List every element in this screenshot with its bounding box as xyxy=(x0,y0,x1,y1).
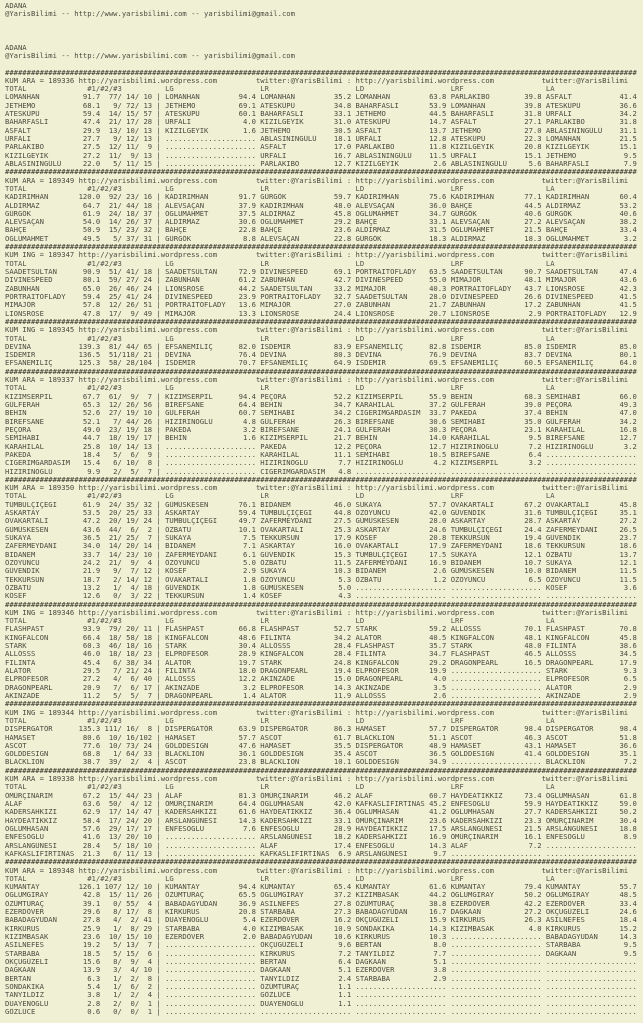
section-separator: ################################################################################################################################################## xyxy=(5,168,637,177)
column-header: TOTAL #1/#2/#3 LG LR LD LRF LA xyxy=(5,783,555,792)
horse-stats-row: PAKEDA 18.4 5/ 6/ 9 | ..................... KARAHILAL 11.1 SEMIHABI 10.5 BIREFSANE 6.4 ..................... xyxy=(5,450,637,459)
horse-stats-row: GÜVENDIK 21.9 9/ 7/ 12 | KÖSEF 2.9 SUKAYA 10.3 BIDANEM 2.6 GÜMÜSKESEN 10.0 BIDANEM 11.5 xyxy=(5,567,637,576)
horse-stats-row: GOLDDESIGN 68.8 1/ 64/ 33 | BLACKLION 36.1 GOLDDESIGN 35.4 ASCOT 36.5 GOLDDESIGN 41.4 GOLDDESIGN 35.1 xyxy=(5,750,637,759)
horse-stats-row: ASILNEFES 19.2 5/ 13/ 7 | ..................... OKÇUGÜZELI 9.6 BERTAN 8.0 ..................... STARBABA 9.5 xyxy=(5,941,637,950)
horse-stats-row: STARBABA 18.5 5/ 15/ 6 | ..................... KIRKURUS 7.2 TANYILDIZ 7.7 ..................... DAGKAAN 9.5 xyxy=(5,949,637,958)
horse-stats-row: KIZILGEYIK 27.2 11/ 9/ 13 | ..................... URFALI 16.7 ABLASININGÜLÜ 11.5 URFALI 15.1 JETHEMO 9.5 xyxy=(5,151,637,160)
horse-stats-row: KUMANTAY 126.1 107/ 12/ 10 | KUMANTAY 94.4 KUMANTAY 65.4 KUMANTAY 61.6 KUMANTAY 79.4 KUMANTAY 55.7 xyxy=(5,883,637,892)
horse-stats-row: BEHIN 52.6 27/ 19/ 10 | GÜLFERAH 60.7 SEMIHABI 34.2 CIGERIMGARDASIM 33.7 PAKEDA 37.4 BEHIN 47.0 xyxy=(5,409,637,418)
horse-stats-row: FLASHPAST 93.9 79/ 20/ 11 | FLASHPAST 66.8 FLASHPAST 52.7 STARK 59.2 ALLÖSSS 70.1 FLASHPAST 70.8 xyxy=(5,625,637,634)
horse-stats-row: KAFKASLIFIRTINAS 21.3 6/ 11/ 13 | ..................... KAFKASLIFIRTINAS 6.9 ARSLANGÜNESI 9.7 ..................... ..................... xyxy=(5,849,637,858)
horse-stats-row: SAADETSULTAN 90.9 51/ 41/ 18 | SAADETSULTAN 72.9 DIVINESPEED 69.1 PORTRAITOFLADY 63.5 SAADETSULTAN 90.7 SAADETSULTAN 47.4 xyxy=(5,268,637,276)
horse-stats-row: ALEVSAÇAN 54.0 14/ 26/ 37 | ALDIRMAZ 30.6 OGLUMAHMET 29.2 BAHÇE 33.1 ALEVSAÇAN 27.2 ALEVSAÇAN 38.2 xyxy=(5,218,637,227)
section-header: KUM ARA = 189336 http://yarisbilimi.wordpress.com twitter:@YarisBilimi : http://yarisbilimi.wordpress.com twitter:@YarisBilimi xyxy=(5,76,629,85)
horse-stats-row: OGLUMAHMET 49.5 5/ 37/ 31 | GÜRGÖK 8.8 ALEVSAÇAN 22.8 GÜRGÖK 18.3 ALDIRMAZ 18.3 OGLUMAHMET 3.2 xyxy=(5,234,637,243)
race-sections xyxy=(5,69,643,1017)
column-header: TOTAL #1/#2/#3 LG LR LD LRF LA xyxy=(5,492,555,501)
horse-stats-row: ELPROFESOR 27.2 4/ 6/ 40 | ALLÖSSS 12.2 AKINZADE 15.0 DRAGONPEARL 4.0 ..................... ELPROFESOR 6.5 xyxy=(5,675,637,684)
horse-stats-row: ABLASININGÜLÜ 22.0 5/ 11/ 15 | ..................... PARLAKIBO 12.7 KIZILGEYIK 2.6 ABLASININGÜLÜ 5.6 BAHARFASLI 7.9 xyxy=(5,159,637,168)
horse-stats-row: BABADAGYUDAN 27.8 4/ 2/ 41 | DUAYENOGLU 5.4 EZERDÖVER 16.2 OKÇUGÜZELI 15.9 KIRKURUS 26.3 ASILNEFES 18.4 xyxy=(5,916,637,925)
horse-stats-row: KIZIMSERPIL 67.7 61/ 9/ 7 | KIZIMSERPIL 94.4 PEÇORA 52.2 KIZIMSERPIL 55.9 BEHIN 68.3 SEMIHABI 66.0 xyxy=(5,392,637,401)
horse-stats-row: OGLUMHASAN 57.6 29/ 17/ 17 | ENFESOGLU 7.6 ENFESOGLU 28.9 HAYDEATIKKIZ 17.5 ARSLANGÜNESI 21.5 ARSLANGÜNESI 18.8 xyxy=(5,824,637,833)
horse-stats-row: KÖSEF 12.6 0/ 3/ 22 | TEKKURSUN 1.4 KÖSEF 4.3 ..................... ..................... ..................... xyxy=(5,592,637,601)
column-header: TOTAL #1/#2/#3 LG LR LD LRF LA xyxy=(5,874,555,883)
section-separator: ################################################################################################################################################## xyxy=(5,700,637,709)
horse-stats-row: GÜMÜSKESEN 43.6 44/ 6/ 2 | ÖZBATU 10.1 OVAKARTALI 25.3 ASKARTAY 24.6 TUMBULÇIÇEGI 24.4 ZAFERMEYDANI 26.5 xyxy=(5,525,637,534)
section-header: KUM ING = 189347 http://yarisbilimi.wordpress.com twitter:@YarisBilimi : http://yarisbilimi.wordpress.com twitter:@YarisBilimi xyxy=(5,251,629,260)
horse-stats-row: ZABUNHAN 65.0 26/ 46/ 24 | LIONSROSE 44.2 SAADETSULTAN 33.2 MIMAJÖR 40.3 PORTRAITOFLADY 43.7 LIONSROSE 42.3 xyxy=(5,284,637,293)
horse-stats-row: ALDIRMAZ 64.7 21/ 44/ 18 | ALEVSAÇAN 37.9 KADIRIMHAN 48.0 ALEVSAÇAN 36.0 BAHÇE 44.5 ALDIRMAZ 53.2 xyxy=(5,201,637,210)
horse-stats-row: ÖMÜRÇINARIM 67.2 15/ 44/ 23 | ALAF 81.3 ÖMÜRÇINARIM 46.2 ALAF 60.7 HAYDEATIKKIZ 73.4 OGLUMHASAN 61.8 xyxy=(5,791,637,800)
horse-stats-row: ARSLANGÜNESI 28.4 5/ 18/ 10 | ..................... ALAF 17.4 ENFESOGLU 14.3 ALAF 7.2 ..................... xyxy=(5,841,637,850)
horse-stats-row: SONDAKIKA 5.4 1/ 6/ 2 | ..................... ÖZÜMTURAÇ 1.1 ..................... ..................... ..................... xyxy=(5,982,637,991)
section-header: KUM ING = 189346 http://yarisbilimi.wordpress.com twitter:@YarisBilimi : http://yarisbilimi.wordpress.com twitter:@YarisBilimi xyxy=(5,608,629,617)
horse-stats-row: GÜLFERAH 65.3 12/ 26/ 56 | BIREFSANE 64.4 BEHIN 34.7 KARAHILAL 37.2 GÜLFERAH 39.0 PEÇORA 49.3 xyxy=(5,401,637,409)
horse-stats-row: ÖZBATU 13.2 1/ 4/ 18 | GÜVENDIK 1.8 GÜMÜSKESEN 5.0 ..................... ..................... KÖSEF 3.6 xyxy=(5,583,637,592)
horse-stats-row: DEVINA 139.3 81/ 44/ 65 | EFSANEMILIÇ 82.0 ISDEMIR 83.9 EFSANEMILIÇ 82.8 ISDEMIR 85.0 ISDEMIR 85.0 xyxy=(5,342,637,351)
column-header: TOTAL #1/#2/#3 LG LR LD LRF LA xyxy=(5,334,555,343)
horse-stats-row: EZERDÖVER 29.6 8/ 17/ 8 | KIRKURUS 20.8 STARBABA 27.3 BABADAGYUDAN 16.7 DAGKAAN 27.2 OKÇUGÜZELI 24.6 xyxy=(5,908,637,917)
horse-stats-row: OKÇUGÜZELI 15.6 8/ 9/ 4 | ..................... BERTAN 6.4 DAGKAAN 5.1 ..................... ..................... xyxy=(5,957,637,966)
section-header: KUM ING = 189345 http://yarisbilimi.wordpress.com twitter:@YarisBilimi : http://yarisbilimi.wordpress.com twitter:@YarisBilimi xyxy=(5,326,629,335)
section-header: KUM ARA = 189349 http://yarisbilimi.wordpress.com twitter:@YarisBilimi : http://yarisbilimi.wordpress.com twitter:@YarisBilimi xyxy=(5,176,629,185)
horse-stats-row: KINGFALCON 66.4 18/ 58/ 18 | KINGFALCON 48.6 FILINTA 34.2 ALATOR 40.5 KINGFALCON 48.1 KINGFALCON 45.8 xyxy=(5,633,637,642)
section-header: KUM ARA = 189338 http://yarisbilimi.wordpress.com twitter:@YarisBilimi : http://yarisbilimi.wordpress.com twitter:@YarisBilimi xyxy=(5,775,629,784)
horse-stats-row: LIONSROSE 47.8 17/ 9/ 49 | MIMAJÖR 13.3 LIONSROSE 24.4 LIONSROSE 20.7 LIONSROSE 2.9 PORTRAITOFLADY 12.9 xyxy=(5,309,637,318)
column-header: TOTAL #1/#2/#3 LG LR LD LRF LA xyxy=(5,716,555,725)
column-header: TOTAL #1/#2/#3 LG LR LD LRF LA xyxy=(5,384,555,393)
section-header: KUM ARA = 189348 http://yarisbilimi.wordpress.com twitter:@YarisBilimi : http://yarisbilimi.wordpress.com twitter:@YarisBilimi xyxy=(5,866,629,875)
horse-stats-row: ÖZOYUNCU 24.2 21/ 9/ 4 | ÖZOYUNCU 5.0 ÖZBATU 11.5 ZAFERMEYDANI 16.9 BIDANEM 10.7 SUKAYA 12.1 xyxy=(5,558,637,567)
horse-stats-row: FILINTA 45.4 6/ 38/ 34 | ALATOR 19.7 STARK 24.8 KINGFALCON 29.2 DRAGONPEARL 16.5 DRAGONPEARL 17.9 xyxy=(5,658,637,667)
section-separator: ################################################################################################################################################## xyxy=(5,243,637,252)
horse-stats-row: BIREFSANE 52.1 7/ 44/ 26 | HIZIRINOGLU 4.8 GÜLFERAH 26.3 BIREFSANE 30.6 SEMIHABI 35.0 GÜLFERAH 34.2 xyxy=(5,417,637,426)
horse-stats-row: ASKARTAY 53.5 20/ 25/ 33 | ASKARTAY 59.4 TUMBULÇIÇEGI 44.8 ÖZOYUNCU 42.0 GÜVENDIK 31.6 TUMBULÇIÇEGI 35.1 xyxy=(5,509,637,518)
horse-stats-row: BAHÇE 50.9 15/ 23/ 32 | BAHÇE 22.8 BAHÇE 23.6 ALDIRMAZ 31.5 OGLUMAHMET 21.5 BAHÇE 33.4 xyxy=(5,226,637,235)
horse-stats-row: DRAGONPEARL 20.9 7/ 6/ 17 | AKINZADE 3.2 ELPROFESOR 14.3 AKINZADE 3.5 ..................... ALATOR 2.9 xyxy=(5,683,637,692)
city-header: ADANA xyxy=(5,43,27,52)
horse-stats-row: HAYDEATIKKIZ 58.4 17/ 24/ 20 | ARSLANGÜNESI 14.3 KADERSAHKIZI 33.1 ÖMÜRÇINARIM 23.6 KADERSAHKIZI 23.3 ÖMÜRÇINARIM 30.4 xyxy=(5,816,637,825)
horse-stats-row: HAMASET 80.6 10/ 16/102 | HAMASET 57.7 ASCOT 61.7 BLACKLION 51.1 ASCOT 46.3 ASCOT 51.8 xyxy=(5,733,637,742)
horse-stats-row: HIZIRINOGLU 9.9 2/ 5/ 7 | ..................... CIGERIMGARDASIM 4.8 ..................... ..................... ..................... xyxy=(5,467,637,476)
horse-stats-row: ISDEMIR 136.5 51/118/ 21 | DEVINA 76.4 DEVINA 80.3 DEVINA 76.9 DEVINA 83.7 DEVINA 80.1 xyxy=(5,351,637,360)
horse-stats-row: KADERSAHKIZI 62.9 17/ 14/ 47 | KADERSAHKIZI 61.6 HAYDEATIKKIZ 36.4 OGLUMHASAN 41.2 OGLUMHASAN 27.7 KADERSAHKIZI 50.2 xyxy=(5,808,637,817)
horse-stats-row: ATESKÜPÜ 59.4 14/ 15/ 57 | ATESKÜPÜ 60.1 BAHARFASLI 33.1 JETHEMO 44.5 BAHARFASLI 31.8 URFALI 34.2 xyxy=(5,110,637,119)
column-header: TOTAL #1/#2/#3 LG LR LD LRF LA xyxy=(5,184,555,193)
column-header: TOTAL #1/#2/#3 LG LR LD LRF LA xyxy=(5,85,555,94)
horse-stats-row: ALAF 63.6 50/ 4/ 12 | ÖMÜRÇINARIM 64.4 OGLUMHASAN 42.0 KAFKASLIFIRTINAS 45.2 ENFESOGLU 59.9 HAYDEATIKKIZ 59.0 xyxy=(5,800,637,808)
horse-stats-row: PORTRAITOFLADY 59.4 25/ 41/ 24 | DIVINESPEED 23.9 PORTRAITOFLADY 32.7 SAADETSULTAN 28.0 DIVINESPEED 26.6 DIVINESPEED 41.5 xyxy=(5,292,637,301)
horse-stats-row: CIGERIMGARDASIM 15.4 6/ 10/ 8 | ..................... HIZIRINOGLU 7.7 HIZIRINOGLU 4.2 KIZIMSERPIL 3.2 ..................... xyxy=(5,459,637,468)
horse-stats-row: TUMBULÇIÇEGI 61.9 24/ 35/ 32 | GÜMÜSKESEN 76.1 BIDANEM 46.0 SUKAYA 57.7 OVAKARTALI 67.2 OVAKARTALI 45.8 xyxy=(5,500,637,509)
horse-stats-row: GÜRGÖK 61.9 24/ 18/ 37 | OGLUMAHMET 37.5 ALDIRMAZ 45.8 OGLUMAHMET 34.7 GÜRGÖK 40.6 GÜRGÖK 40.6 xyxy=(5,209,637,218)
horse-stats-row: ALLÖSSS 46.0 18/ 18/ 23 | ELPROFESOR 28.9 KINGFALCON 28.4 FILINTA 34.7 FLASHPAST 46.5 ALLÖSSS 34.5 xyxy=(5,650,637,659)
contact-line: @YarisBilimi -- http://www.yarisbilimi.com -- yarisbilimi@gmail.com xyxy=(5,10,295,19)
section-header: KUM ARA = 189337 http://yarisbilimi.wordpress.com twitter:@YarisBilimi : http://yarisbilimi.wordpress.com twitter:@YarisBilimi xyxy=(5,376,629,385)
horse-stats-row: KIRKURUS 25.9 1/ 8/ 29 | STARBABA 4.0 KIZIMBASAK 10.9 SONDAKIKA 14.3 KIZIMBASAK 4.0 KIRKURUS 15.2 xyxy=(5,924,637,933)
horse-stats-row: ASCOT 77.6 10/ 73/ 24 | GOLDDESIGN 47.6 HAMASET 35.5 DISPERGATÖR 48.9 HAMASET 43.1 HAMASET 36.6 xyxy=(5,741,637,750)
horse-stats-row: ASFALT 29.9 13/ 10/ 13 | KIZILGEYIK 1.6 JETHEMO 30.5 ASFALT 13.7 JETHEMO 27.0 ABLASININGÜLÜ 31.1 xyxy=(5,126,637,135)
city-header: ADANA xyxy=(5,2,27,10)
horse-stats-row: PARLAKIBO 27.5 12/ 11/ 9 | ..................... ASFALT 17.0 PARLAKIBO 11.8 KIZILGEYIK 20.8 KIZILGEYIK 15.1 xyxy=(5,143,637,152)
horse-stats-row: TEKKURSUN 18.7 2/ 14/ 12 | OVAKARTALI 1.8 ÖZOYUNCU 5.3 ÖZBATU 1.2 ÖZOYUNCU 6.5 ÖZOYUNCU 11.5 xyxy=(5,575,637,584)
horse-stats-row: TANYILDIZ 3.8 1/ 2/ 4 | ..................... GÖZLÜCE 1.1 ..................... ..................... ..................... xyxy=(5,991,637,1000)
horse-stats-row: OVAKARTALI 47.2 20/ 19/ 24 | TUMBULÇIÇEGI 49.7 ZAFERMEYDANI 27.5 GÜMÜSKESEN 28.0 ASKARTAY 28.7 ASKARTAY 27.2 xyxy=(5,517,637,526)
blank-line xyxy=(5,35,643,43)
horse-stats-row: SEMIHABI 44.7 18/ 19/ 17 | BEHIN 1.6 KIZIMSERPIL 21.7 BEHIN 14.0 KARAHILAL 9.5 BIREFSANE 12.7 xyxy=(5,434,637,443)
horse-stats-row: ALATOR 29.5 7/ 21/ 24 | FILINTA 18.0 DRAGONPEARL 19.4 ELPROFESOR 19.9 ..................... STARK 9.3 xyxy=(5,667,637,675)
section-separator: ################################################################################################################################################## xyxy=(5,475,637,484)
horse-stats-row: STARK 60.3 46/ 18/ 16 | STARK 30.4 ALLÖSSS 28.4 FLASHPAST 35.7 STARK 48.0 FILINTA 38.6 xyxy=(5,642,637,651)
horse-stats-row: AKINZADE 11.2 5/ 5/ 7 | DRAGONPEARL 1.4 ALATOR 11.9 ALLÖSSS 2.6 ..................... AKINZADE 2.9 xyxy=(5,691,637,700)
horse-stats-row: SUKAYA 36.5 21/ 25/ 7 | SUKAYA 7.5 TEKKURSUN 17.9 KÖSEF 20.8 TEKKURSUN 19.4 GÜVENDIK 23.7 xyxy=(5,534,637,542)
column-header: TOTAL #1/#2/#3 LG LR LD LRF LA xyxy=(5,617,555,626)
section-header: KUM ARA = 189350 http://yarisbilimi.wordpress.com twitter:@YarisBilimi : http://yarisbilimi.wordpress.com twitter:@YarisBilimi xyxy=(5,484,629,493)
blank-line xyxy=(5,60,643,68)
horse-stats-row: ÖZÜMTURAÇ 39.1 0/ 55/ 4 | BABADAGYUDAN 36.9 ASILNEFES 27.8 ÖZÜMTURAÇ 38.8 EZERDÖVER 42.2 EZERDÖVER 33.4 xyxy=(5,899,637,908)
horse-stats-row: JETHEMO 68.1 9/ 72/ 13 | JETHEMO 69.1 ATESKÜPÜ 34.8 BAHARFASLI 53.9 LOMANHAN 39.8 ATESKÜPÜ 36.6 xyxy=(5,101,637,110)
contact-line: @YarisBilimi -- http://www.yarisbilimi.com -- yarisbilimi@gmail.com xyxy=(5,51,295,60)
horse-stats-row: BIDANEM 33.7 14/ 23/ 10 | ZAFERMEYDANI 6.1 GÜVENDIK 15.3 TUMBULÇIÇEGI 17.5 SUKAYA 12.1 ÖZBATU 13.7 xyxy=(5,550,637,559)
section-separator: ################################################################################################################################################## xyxy=(5,68,637,77)
section-separator: ################################################################################################################################################## xyxy=(5,858,637,867)
blank-line xyxy=(5,27,643,35)
horse-stats-row: ZAFERMEYDANI 34.0 14/ 20/ 14 | BIDANEM 7.1 ASKARTAY 16.0 OVAKARTALI 17.9 ZAFERMEYDANI 18.6 TEKKURSUN 18.6 xyxy=(5,542,637,551)
horse-stats-row: URFALI 27.7 9/ 12/ 13 | ..................... ABLASININGÜLÜ 18.1 URFALI 12.8 ATESKÜPÜ 22.3 LOMANHAN 21.5 xyxy=(5,135,637,143)
horse-stats-row: BAHARFASLI 47.4 21/ 17/ 28 | URFALI 4.0 KIZILGEYIK 31.0 ATESKÜPÜ 14.7 ASFALT 27.1 PARLAKIBO 31.8 xyxy=(5,118,637,127)
horse-stats-row: KADIRIMHAN 120.0 92/ 23/ 16 | KADIRIMHAN 91.7 GÜRGÖK 59.7 KADIRIMHAN 75.6 KADIRIMHAN 77.1 KADIRIMHAN 60.4 xyxy=(5,193,637,202)
horse-stats-row: PEÇORA 49.0 23/ 19/ 18 | PAKEDA 3.2 BIREFSANE 24.1 GÜLFERAH 30.3 PEÇORA 23.1 KARAHILAL 16.8 xyxy=(5,425,637,434)
section-separator: ################################################################################################################################################## xyxy=(5,367,637,376)
horse-stats-row: LOMANHAN 91.7 77/ 14/ 10 | LOMANHAN 94.4 LOMANHAN 35.2 LOMANHAN 63.8 PARLAKIBO 39.8 ASFALT 41.4 xyxy=(5,93,637,102)
horse-stats-row: BERTAN 6.3 1/ 2/ 8 | ..................... TANYILDIZ 2.4 STARBABA 2.9 ..................... ..................... xyxy=(5,974,637,983)
horse-stats-row: MIMAJÖR 57.8 12/ 26/ 51 | PORTRAITOFLADY 13.6 MIMAJÖR 27.0 ZABUNHAN 21.7 ZABUNHAN 17.2 ZABUNHAN 41.5 xyxy=(5,301,637,310)
horse-stats-row: EFSANEMILIÇ 125.3 58/ 28/104 | ISDEMIR 70.7 EFSANEMILIÇ 64.9 ISDEMIR 69.5 EFSANEMILIÇ 60.5 EFSANEMILIÇ 64.0 xyxy=(5,359,637,368)
horse-stats-row: DAGKAAN 13.9 3/ 4/ 10 | ..................... DAGKAAN 5.1 EZERDÖVER 3.8 ..................... ..................... xyxy=(5,966,637,975)
horse-stats-row: KIZIMBASAK 23.6 10/ 15/ 10 | EZERDÖVER 2.0 BABADAGYUDAN 10.6 KIRKURUS 10.3 ..................... BABADAGYUDAN 14.3 xyxy=(5,933,637,941)
section-separator: ################################################################################################################################################## xyxy=(5,317,637,326)
horse-stats-row: DIVINESPEED 80.1 59/ 27/ 24 | ZABUNHAN 61.2 ZABUNHAN 42.7 DIVINESPEED 55.0 MIMAJÖR 48.1 MIMAJÖR 43.6 xyxy=(5,276,637,285)
blank-line xyxy=(5,19,643,27)
horse-stats-row: DUAYENOGLU 2.8 2/ 0/ 1 | ..................... DUAYENOGLU 1.1 ..................... ..................... ..................... xyxy=(5,999,637,1008)
horse-stats-row: BLACKLION 38.7 39/ 2/ 4 | ASCOT 23.8 BLACKLION 10.1 GOLDDESIGN 34.9 ..................... BLACKLION 7.2 xyxy=(5,758,637,767)
section-separator: ################################################################################################################################################## xyxy=(5,600,637,609)
section-header: KUM ING = 189344 http://yarisbilimi.wordpress.com twitter:@YarisBilimi : http://yarisbilimi.wordpress.com twitter:@YarisBilimi xyxy=(5,708,629,717)
horse-stats-row: OGLUMGIRAY 42.8 15/ 11/ 26 | ÖZÜMTURAÇ 65.5 OGLUMGIRAY 37.2 KIZIMBASAK 44.2 OGLUMGIRAY 50.2 OGLUMGIRAY 48.5 xyxy=(5,891,637,900)
section-separator: ################################################################################################################################################## xyxy=(5,766,637,775)
column-header: TOTAL #1/#2/#3 LG LR LD LRF LA xyxy=(5,259,555,268)
horse-stats-row: ENFESOGLU 41.6 13/ 20/ 10 | ..................... ARSLANGÜNESI 18.2 KADERSAHKIZI 16.9 ÖMÜRÇINARIM 16.1 ENFESOGLU 8.9 xyxy=(5,833,637,842)
horse-stats-row: GÖZLÜCE 0.6 0/ 0/ 1 | ..................... ..................... ..................... ..................... ..................... xyxy=(5,1007,637,1016)
horse-stats-row: DISPERGATÖR 135.3 111/ 16/ 8 | DISPERGATÖR 63.9 DISPERGATÖR 86.3 HAMASET 57.7 DISPERGATÖR 98.4 DISPERGATÖR 98.4 xyxy=(5,725,637,734)
horse-stats-row: KARAHILAL 25.8 10/ 14/ 13 | ..................... PAKEDA 12.2 PEÇORA 12.7 HIZIRINOGLU 7.2 HIZIRINOGLU 3.2 xyxy=(5,442,637,451)
